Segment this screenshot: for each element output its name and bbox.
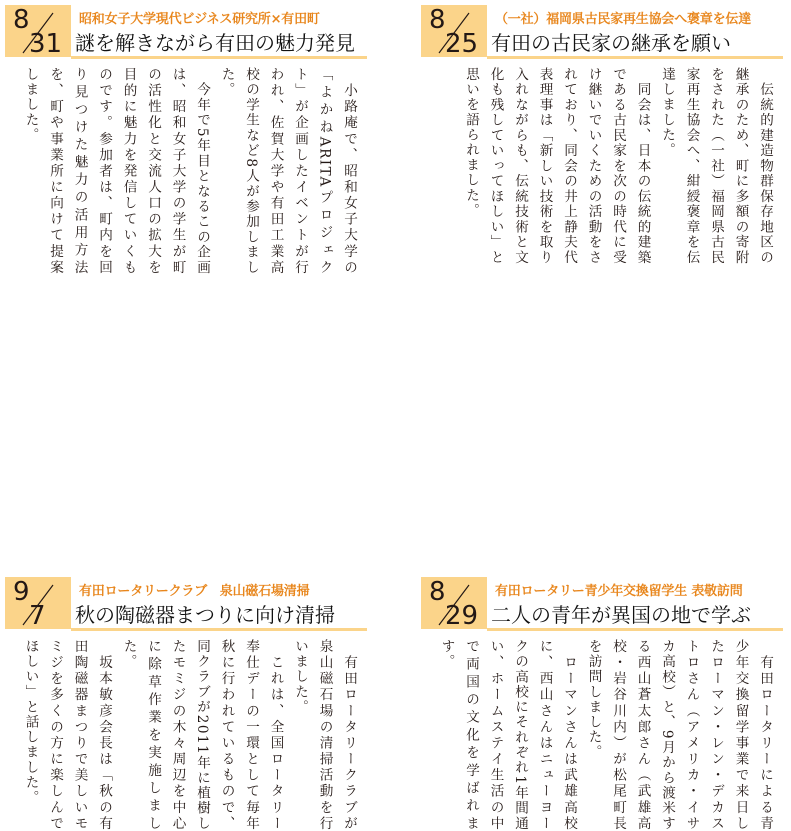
article-body <box>421 67 777 265</box>
date-day: 25 <box>445 29 479 59</box>
date-month: 8 <box>429 5 446 35</box>
article-kominka <box>421 5 783 265</box>
article-rotary-youth-exchange-0 <box>5 5 367 275</box>
date-badge <box>5 5 71 57</box>
article-title: 謎を解きながら有田の魅力発見 <box>75 31 355 55</box>
article-body <box>5 639 361 831</box>
article-rotary-youth-exchange <box>421 577 783 831</box>
article-body-text: 伝統的建造物群保存地区の継承のため、町に多額の寄附をされた（一社）福岡県古民家再生協会へ、紺綬褒章を伝達しました。 同会は、日本の伝統的建築である古民家を次の時代に受け継いでいくための活動をされており、同会の井上静夫代表理事は「新しい技術を取り入れながらも、伝統技術と文化も残していってほしい」と思いを語られました。 <box>463 67 773 265</box>
article-subtitle: （一社）福岡県古民家再生協会へ褒章を伝達 <box>495 12 752 27</box>
article-subtitle: 有田ロータリークラブ 泉山磁石場清掃 <box>79 584 310 599</box>
date-month: 8 <box>429 577 446 607</box>
date-month: 9 <box>13 577 30 607</box>
article-title: 秋の陶磁器まつりに向け清掃 <box>75 603 335 627</box>
title-underline <box>71 56 367 59</box>
date-badge <box>421 5 487 57</box>
date-badge <box>421 577 487 629</box>
article-body-text: 有田ロータリークラブが泉山磁石場の清掃活動を行いました。 これは、全国ロータリー奉仕デーの一環として毎年秋に行われているもので、同クラブが2011年に植樹したモミジの木々周辺を中心に除草作業を実施しました。 坂本敏彦会長は「秋の有田陶磁器まつりで美しいモミジを多くの方に楽しんでほしい」と話しました。 <box>22 639 357 831</box>
date-day: 29 <box>445 601 479 631</box>
date-badge <box>5 577 71 629</box>
article-title: 有田の古民家の継承を願い <box>491 31 731 55</box>
article-subtitle: 昭和女子大学現代ビジネス研究所×有田町 <box>79 12 320 27</box>
article-body-text: 有田ロータリーによる青少年交換留学事業で来日したローマン・レン・デカストロさん（アメリカ・イサカ高校）と、9月から渡米する西山蒼太郎さん（武雄高校・岩谷川内）が松尾町長を訪問しました。 ローマンさんは武雄高校に、西山さんはニューヨークの高校にそれぞれ1年間通い、ホームステイ生活の中で両国の文化を学ばれます。 <box>438 639 773 831</box>
article-body-text: 小路庵で、昭和女子大学の「よかねARITAプロジェクト」が企画したイベントが行われ、佐賀大学や有田工業高校の学生など8人が参加しました。 今年で5年目となるこの企画は、昭和女子大学の学生が町の活性化と交流人口の拡大を目的に魅力を発信していくものです。参加者は、町内を回り見つけた魅力の活用方法を、町や事業所に向けて提案しました。 <box>22 67 357 275</box>
article-subtitle: 有田ロータリー青少年交換留学生 表敬訪問 <box>495 584 743 599</box>
title-underline <box>487 628 783 631</box>
article-body <box>5 67 361 275</box>
date-day: 7 <box>29 601 46 631</box>
date-month: 8 <box>13 5 30 35</box>
title-underline <box>71 628 367 631</box>
article-title: 二人の青年が異国の地で学ぶ <box>491 603 751 627</box>
date-day: 31 <box>29 29 63 59</box>
title-underline <box>487 56 783 59</box>
article-body <box>421 639 777 831</box>
article-izumiyama-cleanup <box>5 577 367 831</box>
